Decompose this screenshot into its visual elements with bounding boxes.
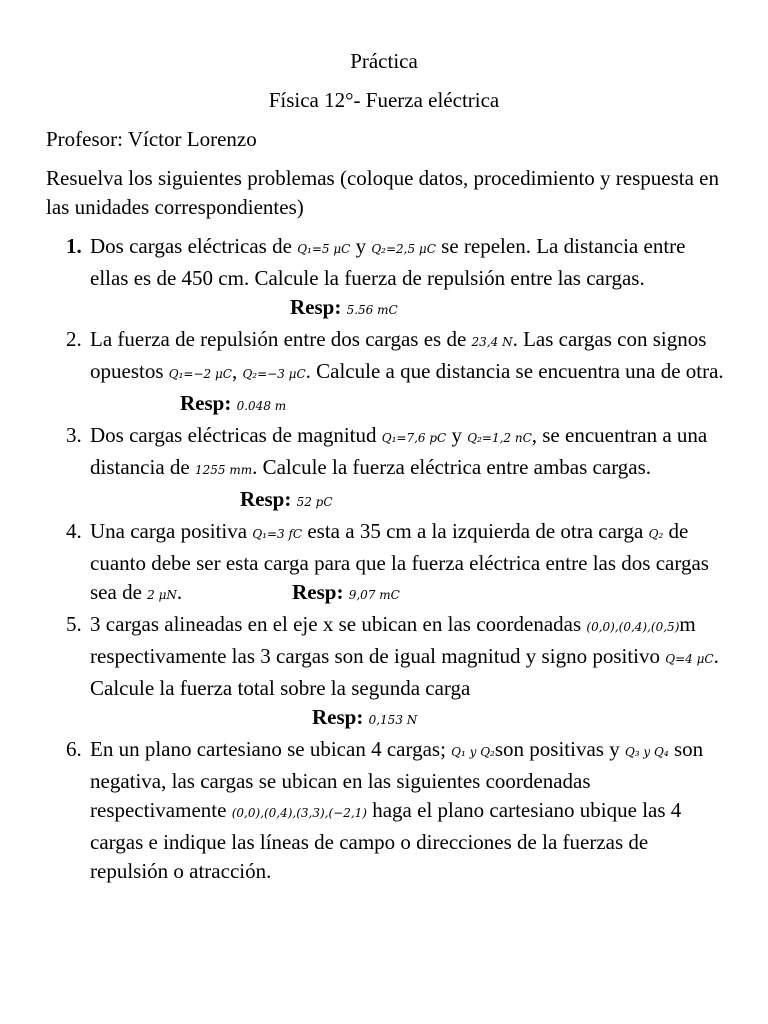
- resp-label: Resp:: [292, 580, 344, 604]
- problem-text: esta a 35 cm a la izquierda de otra carga: [302, 519, 649, 543]
- problem-number: 4.: [66, 519, 82, 543]
- problem-item: [46, 735, 726, 886]
- math-expression: Q₁=7,6 pC: [381, 431, 447, 445]
- problem-text: Una carga positiva: [90, 519, 253, 543]
- math-expression: Q₂=1,2 nC: [467, 431, 532, 445]
- answer: 0,153 N: [368, 713, 418, 727]
- instructions: Resuelva los siguientes problemas (coloque datos, procedimiento y respuesta en las unidades correspondientes): [46, 166, 719, 219]
- resp-label: Resp:: [290, 295, 342, 319]
- problem-text: . Calcule la fuerza eléctrica entre ambas cargas.: [252, 455, 652, 479]
- problem-text: 3 cargas alineadas en el eje x se ubican en las coordenadas: [90, 612, 587, 636]
- math-expression: Q₁ y Q₂: [451, 745, 495, 759]
- math-expression: Q₁=3 fC: [252, 527, 303, 541]
- problem-text: son negativa, las cargas se ubican en las siguientes coordenadas respectivamente: [90, 737, 704, 822]
- problem-number: 5.: [66, 612, 82, 636]
- problem-text: Dos cargas eléctricas de magnitud: [90, 423, 382, 447]
- math-expression: Q₂: [648, 527, 664, 541]
- answer-line: [90, 703, 726, 735]
- problem-text: son positivas y: [494, 737, 625, 761]
- math-expression: Q₂=−3 μC: [242, 367, 306, 381]
- problem-text: haga el plano cartesiano ubique las 4 cargas e indique las líneas de campo o direcciones de la fuerzas de repulsión o atracción.: [90, 798, 682, 883]
- problem-text: En un plano cartesiano se ubican 4 cargas;: [90, 737, 452, 761]
- page-title: Práctica: [350, 49, 418, 73]
- math-expression: (0,0),(0,4),(0,5): [586, 620, 680, 634]
- answer: 9,07 mC: [348, 588, 400, 602]
- problem-item: [46, 325, 726, 421]
- math-expression: Q₁=−2 μC: [168, 367, 232, 381]
- problem-text: m respectivamente las 3 cargas son de igual magnitud y signo positivo: [90, 612, 696, 668]
- problem-item: [46, 517, 726, 610]
- math-expression: (0,0),(0,4),(3,3),(−2,1): [231, 806, 367, 820]
- answer: 0.048 m: [236, 399, 287, 413]
- problem-text: y: [350, 234, 372, 258]
- problem-text: La fuerza de repulsión entre dos cargas es de: [90, 327, 472, 351]
- answer: 5.56 mC: [346, 303, 398, 317]
- problem-text: . Las cargas con signos opuestos: [90, 327, 707, 383]
- math-expression: Q₃ y Q₄: [624, 745, 669, 759]
- resp-label: Resp:: [180, 391, 232, 415]
- answer: 52 pC: [296, 495, 333, 509]
- problem-text: Dos cargas eléctricas de: [90, 234, 298, 258]
- math-expression: 1255 mm: [194, 463, 253, 477]
- teacher-name: Profesor: Víctor Lorenzo: [46, 127, 257, 151]
- problem-item: [46, 421, 726, 517]
- problem-text: , se encuentran a una distancia de: [90, 423, 708, 479]
- math-expression: Q₁=5 μC: [297, 242, 351, 256]
- math-expression: 2 μN: [147, 588, 177, 602]
- problem-text: de cuanto debe ser esta carga para que la fuerza eléctrica entre las dos cargas sea de: [90, 519, 709, 604]
- resp-label: Resp:: [240, 487, 292, 511]
- problem-text: . Calcule la fuerza total sobre la segunda carga: [90, 644, 719, 700]
- problem-text: y: [446, 423, 468, 447]
- page-subtitle: Física 12°- Fuerza eléctrica: [268, 88, 500, 112]
- problem-number: 2.: [66, 327, 82, 351]
- math-expression: Q=4 μC: [665, 652, 714, 666]
- problem-item: [46, 610, 726, 735]
- math-expression: 23,4 N: [471, 335, 513, 349]
- problem-item: [46, 232, 726, 325]
- problem-text: . Calcule a que distancia se encuentra una de otra.: [305, 359, 724, 383]
- problem-text: se repelen. La distancia entre ellas es de 450 cm. Calcule la fuerza de repulsión entre las cargas.: [90, 234, 686, 290]
- problem-number: 3.: [66, 423, 82, 447]
- problem-number: 1.: [66, 234, 82, 258]
- resp-label: Resp:: [312, 705, 364, 729]
- problem-text: ,: [231, 359, 243, 383]
- problem-list: [46, 232, 726, 886]
- problem-text: .: [176, 580, 183, 604]
- problem-number: 6.: [66, 737, 82, 761]
- math-expression: Q₂=2,5 μC: [371, 242, 436, 256]
